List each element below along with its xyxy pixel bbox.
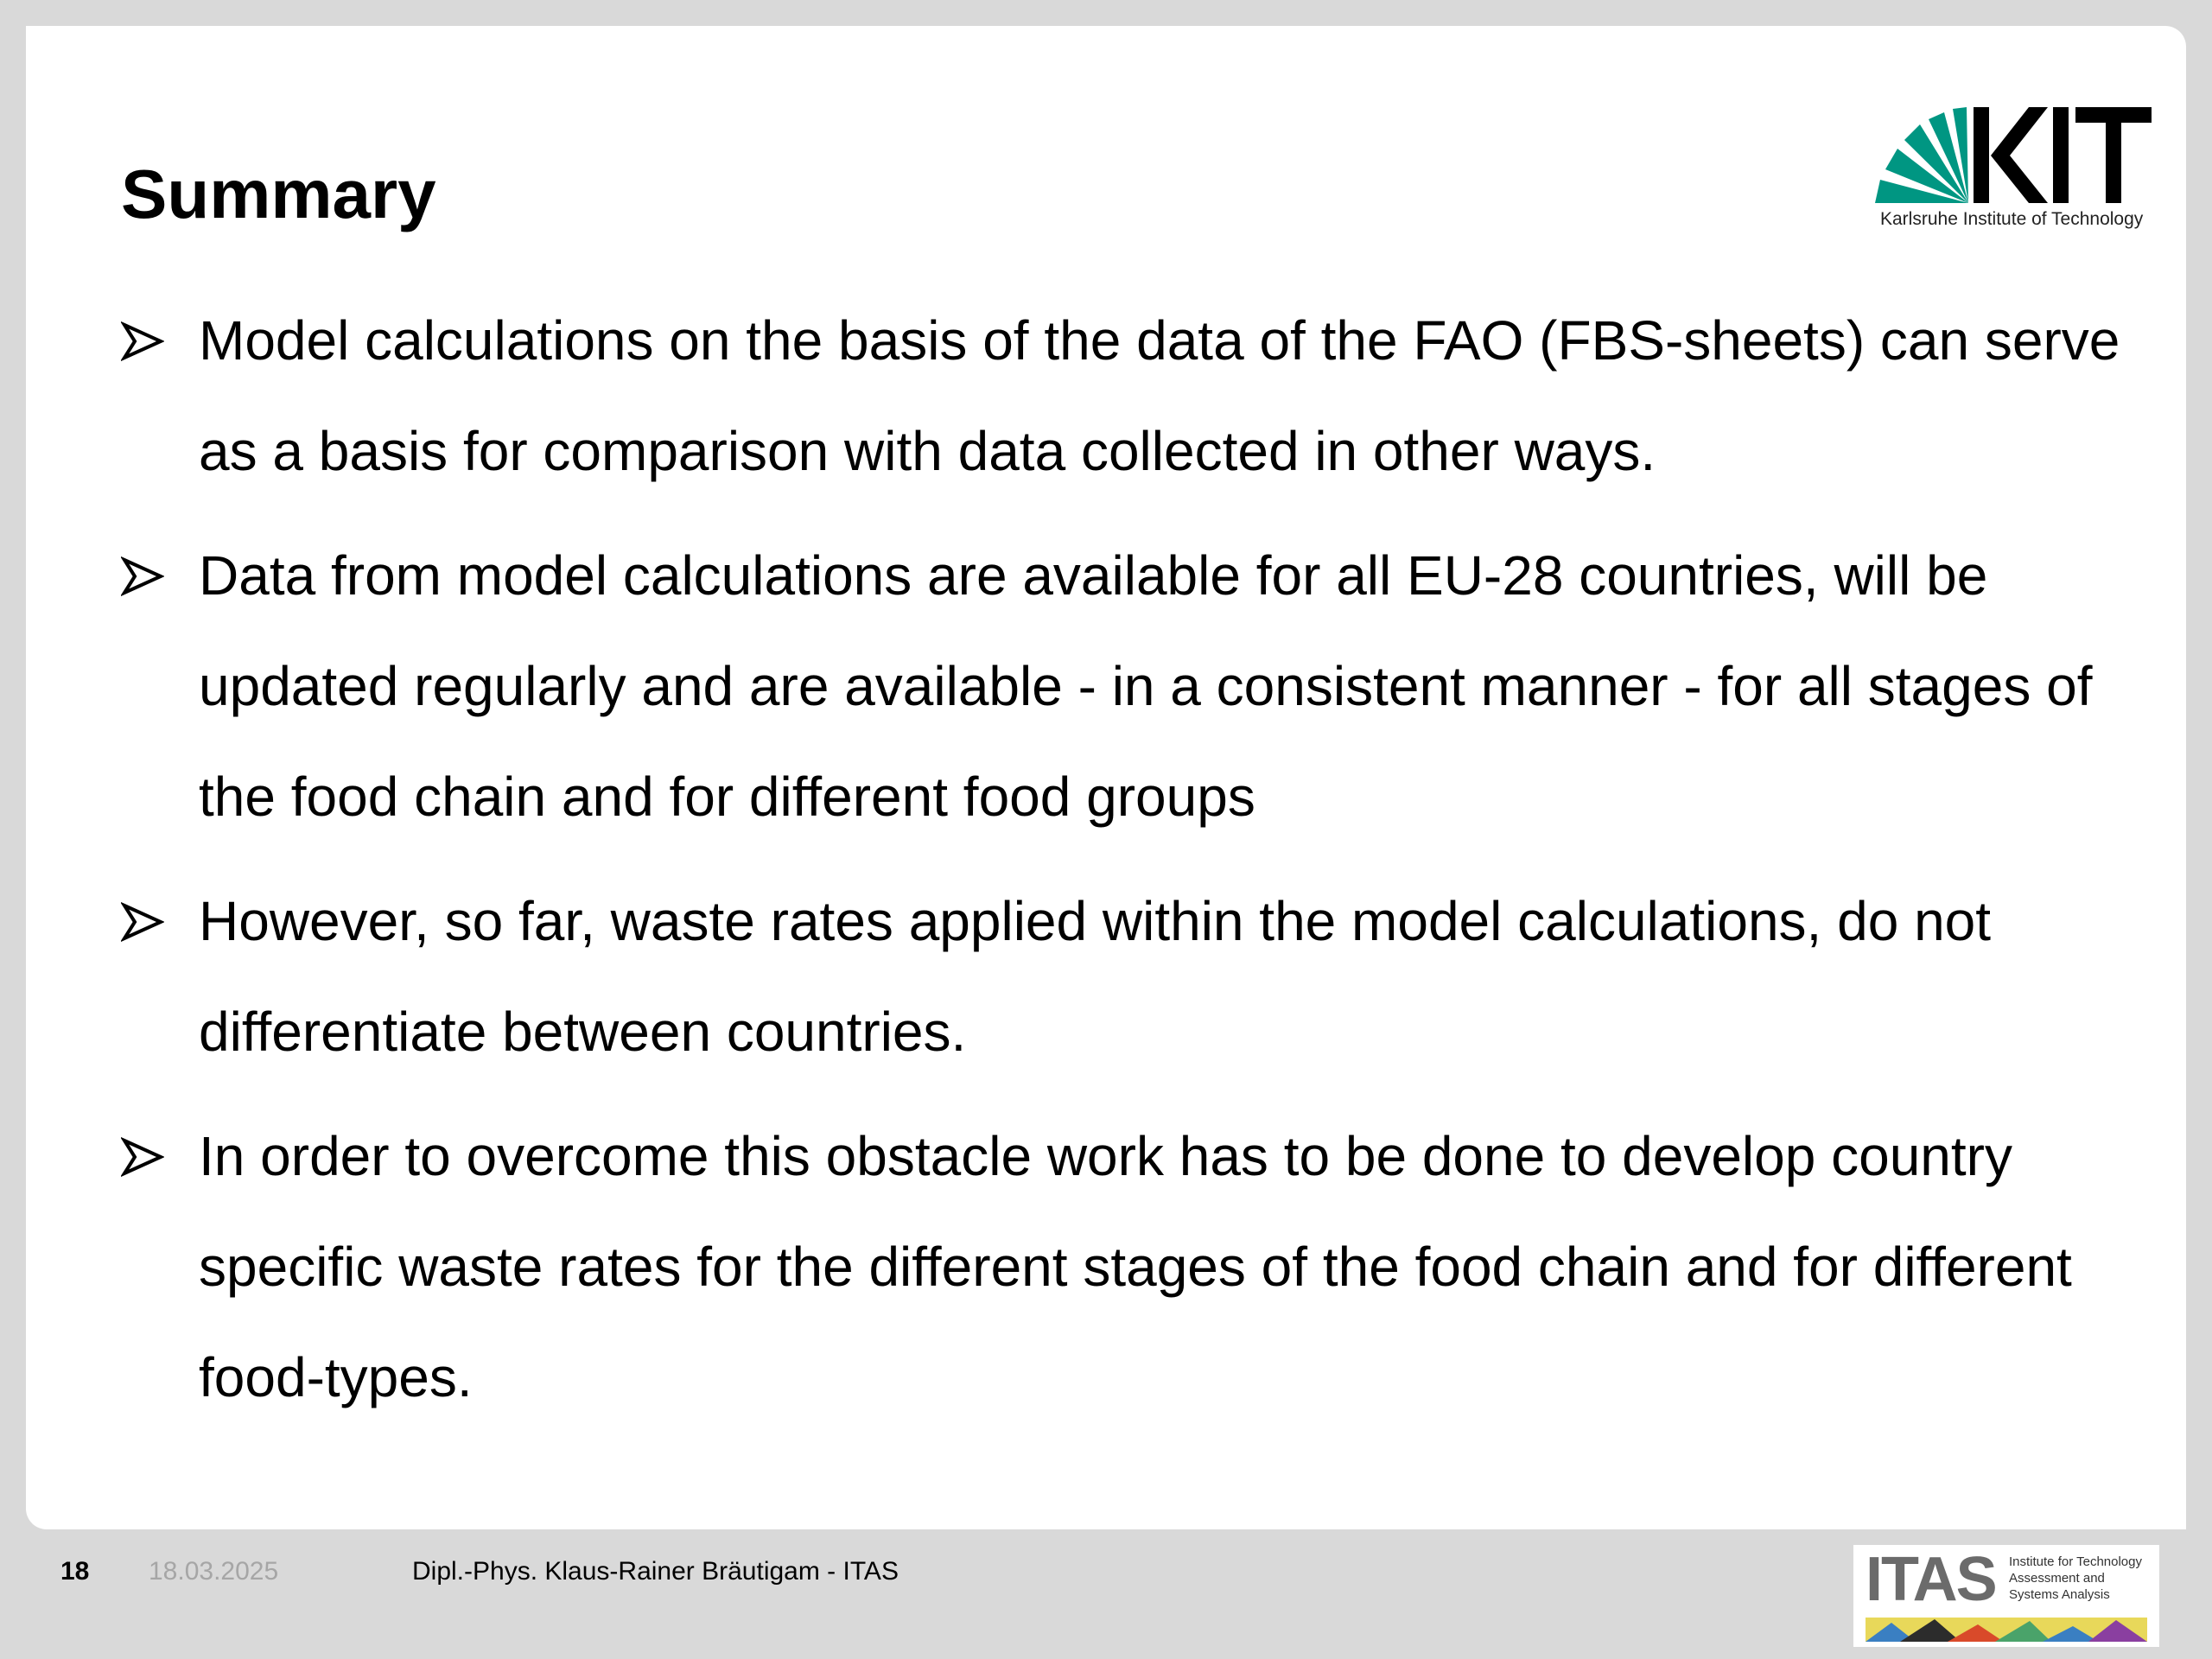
itas-subtitle: Institute for Technology Assessment and Systems Analysis bbox=[2009, 1554, 2142, 1602]
bullet-text: Data from model calculations are available for all EU-28 countries, will be updated regularly and are available - in a consistent manner - for all stages of the food chain and for different food groups bbox=[199, 544, 2093, 828]
itas-wordmark: ITAS bbox=[1866, 1545, 1996, 1614]
arrowhead-bullet-icon bbox=[121, 1135, 164, 1179]
bullet-text: Model calculations on the basis of the data of the FAO (FBS-sheets) can serve as a basis for comparison with data collected in other ways. bbox=[199, 309, 2120, 482]
bullet-text: In order to overcome this obstacle work has to be done to develop country specific waste rates for the different stages of the food chain and for different food-types. bbox=[199, 1125, 2072, 1408]
slide-card bbox=[26, 26, 2186, 1529]
arrowhead-bullet-icon bbox=[121, 900, 164, 944]
kit-logo-mark bbox=[1875, 104, 2152, 207]
slide-title: Summary bbox=[121, 156, 436, 232]
page-number: 18 bbox=[60, 1557, 90, 1586]
bullet-text: However, so far, waste rates applied within the model calculations, do not differentiate between countries. bbox=[199, 890, 1992, 1063]
arrowhead-bullet-icon bbox=[121, 320, 164, 363]
itas-logo bbox=[1853, 1545, 2159, 1647]
footer-author: Dipl.-Phys. Klaus-Rainer Bräutigam - ITAS bbox=[412, 1557, 899, 1586]
footer-date: 18.03.2025 bbox=[149, 1557, 279, 1586]
bullet-item bbox=[121, 285, 2143, 506]
itas-color-strip-icon bbox=[1866, 1618, 2147, 1642]
arrowhead-bullet-icon bbox=[121, 555, 164, 598]
kit-tagline: Karlsruhe Institute of Technology bbox=[1880, 209, 2144, 229]
bullet-item bbox=[121, 1101, 2143, 1433]
bullet-item bbox=[121, 866, 2143, 1087]
bullet-list bbox=[121, 285, 2143, 1446]
bullet-item bbox=[121, 520, 2143, 852]
